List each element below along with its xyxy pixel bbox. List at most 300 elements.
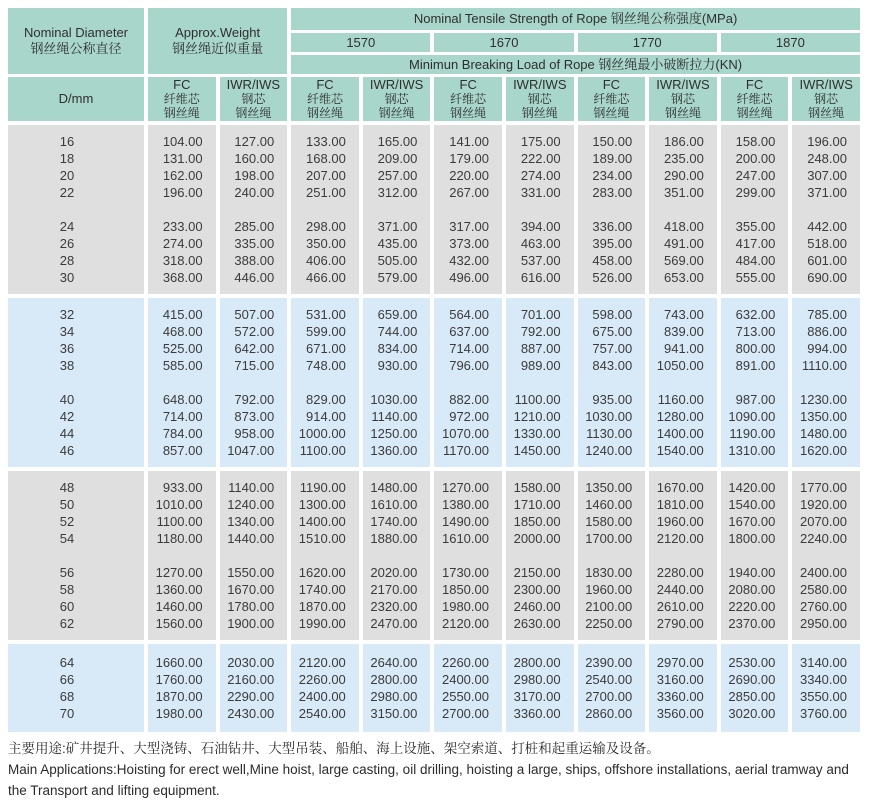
row-spacer (721, 547, 789, 564)
diameter-cell: 50 (59, 497, 75, 512)
value-column (506, 471, 574, 640)
header-core-iwr-iws (792, 77, 860, 121)
value-cell: 873.00 (234, 409, 275, 424)
value-cell: 1770.00 (799, 480, 847, 495)
row-spacer (363, 547, 431, 564)
value-cell: 446.00 (234, 270, 275, 285)
value-cell: 283.00 (592, 185, 633, 200)
row-spacer (220, 547, 288, 564)
value-cell: 1740.00 (298, 582, 346, 597)
value-cell: 458.00 (592, 253, 633, 268)
value-cell: 179.00 (449, 151, 489, 166)
value-cell: 2240.00 (799, 531, 847, 546)
header-core-line: IWR/IWS (226, 77, 281, 92)
row-spacer (434, 201, 502, 218)
value-column (721, 125, 789, 294)
value-cell: 598.00 (592, 307, 633, 322)
value-cell: 1400.00 (656, 426, 704, 441)
value-cell: 373.00 (449, 236, 489, 251)
header-core-line: 钢丝绳 (378, 106, 415, 120)
value-cell: 351.00 (664, 185, 704, 200)
header-nominal-diameter (8, 8, 144, 74)
value-cell: 158.00 (735, 134, 776, 149)
diameter-cell: 70 (59, 706, 75, 721)
header-core-line: FC (745, 77, 764, 92)
header-core-line: 纤维芯 (736, 92, 773, 106)
header-core-line: FC (316, 77, 334, 92)
value-cell: 1800.00 (728, 531, 776, 546)
table-group (8, 125, 860, 294)
value-column (721, 298, 789, 467)
value-column (291, 298, 359, 467)
value-cell: 1730.00 (441, 565, 489, 580)
value-cell: 1440.00 (227, 531, 275, 546)
diameter-cell: 36 (59, 341, 75, 356)
diameter-cell: 30 (59, 270, 75, 285)
value-cell: 209.00 (377, 151, 418, 166)
value-cell: 1780.00 (227, 599, 275, 614)
value-column (649, 298, 717, 467)
value-cell: 1580.00 (513, 480, 561, 495)
value-column (220, 298, 288, 467)
value-cell: 2630.00 (513, 616, 561, 631)
value-cell: 198.00 (234, 168, 275, 183)
row-spacer (649, 201, 717, 218)
value-cell: 914.00 (306, 409, 346, 424)
value-cell: 1960.00 (656, 514, 704, 529)
value-cell: 2000.00 (513, 531, 561, 546)
row-spacer (792, 547, 860, 564)
row-spacer (363, 374, 431, 391)
value-cell: 1980.00 (155, 706, 203, 721)
value-cell: 298.00 (306, 219, 346, 234)
row-spacer (721, 374, 789, 391)
value-cell: 1480.00 (799, 426, 847, 441)
footer-notes (8, 738, 860, 801)
value-cell: 233.00 (162, 219, 203, 234)
value-cell: 659.00 (377, 307, 418, 322)
value-cell: 958.00 (234, 426, 275, 441)
value-cell: 463.00 (520, 236, 561, 251)
value-column (220, 125, 288, 294)
value-column (792, 125, 860, 294)
value-cell: 1710.00 (513, 497, 561, 512)
value-cell: 1560.00 (155, 616, 203, 631)
value-cell: 2760.00 (799, 599, 847, 614)
value-cell: 3140.00 (799, 655, 847, 670)
header-core-iwr-iws (506, 77, 574, 121)
value-cell: 1030.00 (370, 392, 418, 407)
value-cell: 1620.00 (799, 443, 847, 458)
value-cell: 531.00 (306, 307, 346, 322)
value-cell: 1100.00 (156, 514, 203, 529)
header-core-iwr-iws (220, 77, 288, 121)
value-column (792, 298, 860, 467)
value-cell: 2800.00 (513, 655, 561, 670)
value-cell: 748.00 (306, 358, 346, 373)
diameter-cell: 46 (59, 443, 75, 458)
value-cell: 3360.00 (656, 689, 704, 704)
value-cell: 248.00 (807, 151, 847, 166)
value-cell: 2070.00 (799, 514, 847, 529)
value-cell: 415.00 (162, 307, 203, 322)
value-cell: 1850.00 (513, 514, 561, 529)
value-cell: 290.00 (664, 168, 704, 183)
value-cell: 2460.00 (513, 599, 561, 614)
value-cell: 1580.00 (585, 514, 633, 529)
value-cell: 160.00 (234, 151, 275, 166)
value-cell: 312.00 (377, 185, 418, 200)
value-cell: 1760.00 (155, 672, 203, 687)
value-cell: 2370.00 (728, 616, 776, 631)
value-cell: 569.00 (664, 253, 704, 268)
value-cell: 1850.00 (441, 582, 489, 597)
value-cell: 1090.00 (728, 409, 776, 424)
value-cell: 466.00 (306, 270, 346, 285)
value-cell: 800.00 (735, 341, 776, 356)
value-cell: 1270.00 (441, 480, 489, 495)
diameter-cell: 58 (59, 582, 75, 597)
value-cell: 468.00 (162, 324, 203, 339)
value-cell: 505.00 (377, 253, 418, 268)
header-approx-weight-en: Approx.Weight (175, 25, 261, 40)
diameter-cell: 60 (59, 599, 75, 614)
value-cell: 2850.00 (728, 689, 776, 704)
value-cell: 1190.00 (299, 480, 346, 495)
value-cell: 843.00 (592, 358, 633, 373)
value-cell: 671.00 (306, 341, 346, 356)
value-cell: 1140.00 (228, 480, 275, 495)
row-spacer (506, 201, 574, 218)
value-cell: 1540.00 (728, 497, 776, 512)
header-d-mm: D/mm (8, 77, 144, 121)
value-column (578, 298, 646, 467)
header-core-line: IWR/IWS (513, 77, 567, 92)
value-cell: 2970.00 (656, 655, 704, 670)
value-cell: 675.00 (592, 324, 633, 339)
value-cell: 2400.00 (441, 672, 489, 687)
value-cell: 168.00 (306, 151, 346, 166)
value-cell: 1100.00 (299, 443, 346, 458)
value-cell: 3760.00 (799, 706, 847, 721)
value-cell: 388.00 (234, 253, 275, 268)
value-cell: 1350.00 (585, 480, 633, 495)
footer-applications-zh: 主要用途:矿井提升、大型浇铸、石油钻井、大型吊装、船舶、海上设施、架空索道、打桩和起重运输及设备。 (8, 741, 660, 756)
value-cell: 335.00 (234, 236, 275, 251)
value-cell: 941.00 (664, 341, 704, 356)
value-column (792, 471, 860, 640)
value-column (649, 644, 717, 732)
value-column (434, 125, 502, 294)
value-cell: 2860.00 (585, 706, 633, 721)
header-core-line: 纤维芯 (450, 92, 487, 106)
row-spacer (578, 201, 646, 218)
value-cell: 1340.00 (227, 514, 275, 529)
header-core-line: 钢丝绳 (235, 106, 272, 120)
value-cell: 371.00 (807, 185, 847, 200)
value-cell: 507.00 (234, 307, 275, 322)
value-cell: 701.00 (520, 307, 561, 322)
value-cell: 2440.00 (656, 582, 704, 597)
value-cell: 2550.00 (441, 689, 489, 704)
value-cell: 2400.00 (298, 689, 346, 704)
value-cell: 994.00 (807, 341, 847, 356)
row-spacer (649, 547, 717, 564)
value-cell: 3020.00 (728, 706, 776, 721)
value-cell: 1900.00 (227, 616, 275, 631)
header-core-line: IWR/IWS (799, 77, 853, 92)
value-cell: 714.00 (162, 409, 203, 424)
value-cell: 564.00 (449, 307, 489, 322)
value-cell: 1130.00 (586, 426, 633, 441)
row-spacer (578, 374, 646, 391)
value-cell: 1670.00 (728, 514, 776, 529)
header-core-line: FC (459, 77, 477, 92)
header-core-line: 钢丝绳 (450, 106, 487, 120)
value-cell: 1380.00 (441, 497, 489, 512)
value-cell: 3160.00 (656, 672, 704, 687)
value-cell: 987.00 (735, 392, 776, 407)
row-spacer (8, 374, 144, 391)
value-cell: 886.00 (807, 324, 847, 339)
diameter-cell: 56 (59, 565, 75, 580)
value-cell: 1030.00 (585, 409, 633, 424)
value-column (148, 644, 216, 732)
diameter-cell: 18 (59, 151, 75, 166)
diameter-cell: 38 (59, 358, 75, 373)
header-core-line: 纤维芯 (306, 92, 343, 106)
value-cell: 285.00 (234, 219, 275, 234)
value-cell: 2170.00 (370, 582, 418, 597)
value-cell: 2250.00 (585, 616, 633, 631)
value-cell: 318.00 (162, 253, 203, 268)
value-cell: 2280.00 (656, 565, 704, 580)
diameter-cell: 48 (59, 480, 75, 495)
value-column (291, 644, 359, 732)
header-core-line: 钢丝绳 (163, 106, 200, 120)
header-breaking-load: Minimun Breaking Load of Rope 钢丝绳最小破断拉力(KN) (291, 55, 860, 74)
value-cell: 2120.00 (656, 531, 704, 546)
value-cell: 247.00 (735, 168, 776, 183)
diameter-column (8, 471, 144, 640)
row-spacer (220, 374, 288, 391)
value-cell: 2160.00 (227, 672, 275, 687)
value-cell: 2120.00 (441, 616, 489, 631)
value-column (506, 125, 574, 294)
value-column (363, 471, 431, 640)
value-cell: 1740.00 (370, 514, 418, 529)
value-cell: 1210.00 (513, 409, 561, 424)
value-cell: 2690.00 (728, 672, 776, 687)
header-core-line: 纤维芯 (163, 92, 200, 106)
value-cell: 1460.00 (155, 599, 203, 614)
header-nominal-diameter-zh: 钢丝绳公称直径 (30, 41, 122, 56)
value-cell: 1100.00 (514, 392, 561, 407)
value-cell: 1240.00 (227, 497, 275, 512)
value-cell: 2640.00 (370, 655, 418, 670)
value-cell: 274.00 (520, 168, 561, 183)
diameter-column (8, 644, 144, 732)
table-group (8, 471, 860, 640)
value-cell: 2700.00 (441, 706, 489, 721)
value-cell: 1310.00 (728, 443, 776, 458)
diameter-cell: 26 (59, 236, 75, 251)
value-cell: 882.00 (449, 392, 489, 407)
header-core-fc (434, 77, 502, 121)
value-cell: 435.00 (377, 236, 418, 251)
value-cell: 1280.00 (656, 409, 704, 424)
diameter-cell: 40 (59, 392, 75, 407)
value-cell: 784.00 (162, 426, 203, 441)
value-cell: 1830.00 (585, 565, 633, 580)
value-cell: 355.00 (735, 219, 776, 234)
value-column (148, 298, 216, 467)
header-core-line: 钢丝绳 (521, 106, 558, 120)
value-column (792, 644, 860, 732)
value-cell: 933.00 (162, 480, 203, 495)
value-cell: 757.00 (592, 341, 633, 356)
value-cell: 1610.00 (370, 497, 418, 512)
diameter-cell: 54 (59, 531, 75, 546)
value-column (363, 644, 431, 732)
value-cell: 200.00 (735, 151, 776, 166)
diameter-column (8, 298, 144, 467)
value-cell: 792.00 (234, 392, 275, 407)
value-column (506, 644, 574, 732)
header-tensile-strength: Nominal Tensile Strength of Rope 钢丝绳公称强度(MPa) (291, 8, 860, 30)
value-cell: 526.00 (592, 270, 633, 285)
value-cell: 518.00 (807, 236, 847, 251)
value-cell: 632.00 (735, 307, 776, 322)
value-cell: 1000.00 (298, 426, 346, 441)
row-spacer (792, 374, 860, 391)
header-approx-weight-zh: 钢丝绳近似重量 (172, 41, 264, 56)
row-spacer (291, 547, 359, 564)
value-cell: 395.00 (592, 236, 633, 251)
diameter-column (8, 125, 144, 294)
row-spacer (792, 201, 860, 218)
value-cell: 1700.00 (585, 531, 633, 546)
value-cell: 299.00 (735, 185, 776, 200)
row-spacer (363, 201, 431, 218)
value-cell: 555.00 (735, 270, 776, 285)
value-cell: 133.00 (306, 134, 346, 149)
value-cell: 2030.00 (227, 655, 275, 670)
value-cell: 1460.00 (585, 497, 633, 512)
value-cell: 796.00 (449, 358, 489, 373)
value-cell: 1620.00 (298, 565, 346, 580)
header-core-line: 钢芯 (527, 92, 552, 106)
value-cell: 175.00 (520, 134, 561, 149)
value-cell: 141.00 (449, 134, 489, 149)
value-cell: 935.00 (592, 392, 633, 407)
value-column (363, 125, 431, 294)
value-cell: 1047.00 (227, 443, 275, 458)
value-column (148, 471, 216, 640)
diameter-cell: 42 (59, 409, 75, 424)
value-column (363, 298, 431, 467)
value-cell: 1940.00 (728, 565, 776, 580)
row-spacer (148, 201, 216, 218)
value-cell: 585.00 (162, 358, 203, 373)
header-core-line: IWR/IWS (656, 77, 710, 92)
value-cell: 3170.00 (513, 689, 561, 704)
value-cell: 1070.00 (441, 426, 489, 441)
value-cell: 2020.00 (370, 565, 418, 580)
value-cell: 1980.00 (441, 599, 489, 614)
value-cell: 2530.00 (728, 655, 776, 670)
value-cell: 496.00 (449, 270, 489, 285)
row-spacer (434, 547, 502, 564)
value-cell: 2540.00 (585, 672, 633, 687)
value-cell: 484.00 (735, 253, 776, 268)
value-cell: 1230.00 (799, 392, 847, 407)
value-cell: 1180.00 (156, 531, 203, 546)
value-column (220, 471, 288, 640)
value-cell: 744.00 (377, 324, 418, 339)
value-cell: 525.00 (162, 341, 203, 356)
value-cell: 127.00 (234, 134, 275, 149)
value-cell: 1660.00 (155, 655, 203, 670)
value-cell: 307.00 (807, 168, 847, 183)
header-core-line: 纤维芯 (593, 92, 630, 106)
value-cell: 1540.00 (656, 443, 704, 458)
value-cell: 637.00 (449, 324, 489, 339)
value-cell: 1870.00 (155, 689, 203, 704)
diameter-cell: 20 (59, 168, 75, 183)
value-cell: 3360.00 (513, 706, 561, 721)
value-cell: 1880.00 (370, 531, 418, 546)
value-cell: 1870.00 (298, 599, 346, 614)
value-cell: 2120.00 (298, 655, 346, 670)
value-cell: 331.00 (520, 185, 561, 200)
value-cell: 642.00 (234, 341, 275, 356)
value-cell: 257.00 (377, 168, 418, 183)
value-cell: 1670.00 (227, 582, 275, 597)
diameter-cell: 64 (59, 655, 75, 670)
value-cell: 3340.00 (799, 672, 847, 687)
value-cell: 1420.00 (728, 480, 776, 495)
value-cell: 220.00 (449, 168, 489, 183)
value-cell: 2790.00 (656, 616, 704, 631)
value-column (649, 125, 717, 294)
diameter-cell: 24 (59, 219, 75, 234)
value-cell: 1050.00 (656, 358, 704, 373)
value-cell: 2540.00 (298, 706, 346, 721)
value-column (220, 644, 288, 732)
value-cell: 368.00 (162, 270, 203, 285)
header-core-line: 钢芯 (814, 92, 839, 106)
value-cell: 406.00 (306, 253, 346, 268)
value-cell: 150.00 (592, 134, 633, 149)
value-cell: 196.00 (807, 134, 847, 149)
value-cell: 104.00 (162, 134, 203, 149)
value-cell: 1160.00 (657, 392, 704, 407)
value-cell: 792.00 (520, 324, 561, 339)
value-cell: 196.00 (162, 185, 203, 200)
value-column (578, 125, 646, 294)
value-cell: 1350.00 (799, 409, 847, 424)
value-cell: 491.00 (664, 236, 704, 251)
value-cell: 234.00 (592, 168, 633, 183)
diameter-cell: 66 (59, 672, 75, 687)
value-cell: 2700.00 (585, 689, 633, 704)
value-cell: 1490.00 (441, 514, 489, 529)
value-column (291, 125, 359, 294)
value-cell: 1550.00 (227, 565, 275, 580)
value-cell: 2220.00 (728, 599, 776, 614)
value-cell: 442.00 (807, 219, 847, 234)
